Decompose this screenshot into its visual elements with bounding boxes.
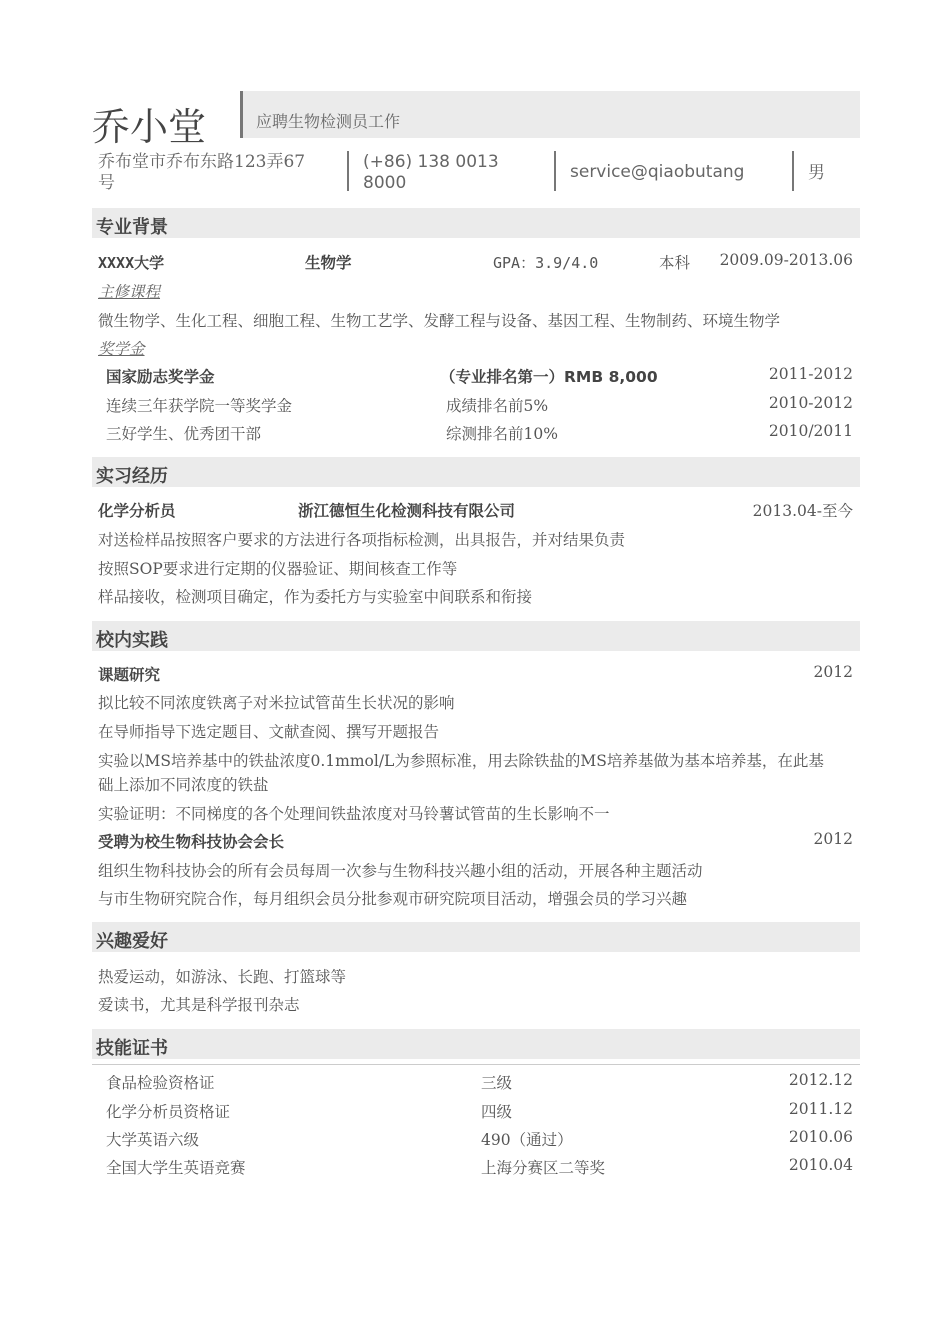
section-title-campus: 校内实践 xyxy=(96,630,168,651)
internship-item: 样品接收，检测项目确定，作为委托方与实验室中间联系和衔接 xyxy=(98,588,533,606)
internship-company: 浙江德恒生化检测科技有限公司 xyxy=(298,502,516,520)
scholarship-year: 2010/2011 xyxy=(768,422,853,440)
address-line-1: 乔布堂市乔布东路123弄67 xyxy=(98,152,306,172)
scholarship-year: 2011-2012 xyxy=(768,365,853,383)
skill-date: 2011.12 xyxy=(788,1100,853,1118)
internship-period: 2013.04-至今 xyxy=(752,502,853,520)
skill-name: 大学英语六级 xyxy=(106,1131,200,1149)
section-hobbies-band xyxy=(92,922,860,952)
section-title-skills: 技能证书 xyxy=(96,1038,168,1059)
phone-line-1: (+86) 138 0013 xyxy=(363,152,499,172)
scholarship-name: 三好学生、优秀团干部 xyxy=(106,425,262,443)
project-item: 在导师指导下选定题目、文献查阅、撰写开题报告 xyxy=(98,723,440,741)
skills-divider xyxy=(92,1064,860,1065)
job-objective: 应聘生物检测员工作 xyxy=(256,112,401,131)
internship-item: 按照SOP要求进行定期的仪器验证、期间核查工作等 xyxy=(98,560,458,578)
hobby-item: 热爱运动，如游泳、长跑、打篮球等 xyxy=(98,968,347,986)
skill-level: 上海分赛区二等奖 xyxy=(481,1159,606,1177)
project-item: 础上添加不同浓度的铁盐 xyxy=(98,776,269,794)
divider xyxy=(347,151,349,191)
major: 生物学 xyxy=(305,254,352,272)
section-campus-band xyxy=(92,621,860,651)
scholarship-detail: 综测排名前10% xyxy=(446,425,558,443)
address xyxy=(98,152,305,194)
scholarship-detail: （专业排名第一）RMB 8,000 xyxy=(440,368,658,386)
scholarship-label: 奖学金 xyxy=(98,340,145,358)
gpa: GPA：3.9/4.0 xyxy=(493,254,599,272)
skill-date: 2010.04 xyxy=(788,1156,853,1174)
skill-date: 2012.12 xyxy=(788,1071,853,1089)
courses: 微生物学、生化工程、细胞工程、生物工艺学、发酵工程与设备、基因工程、生物制药、环境生物学 xyxy=(98,312,781,330)
school: XXXX大学 xyxy=(98,254,165,272)
section-internship-band xyxy=(92,457,860,487)
scholarship-year: 2010-2012 xyxy=(768,394,853,412)
skill-level: 三级 xyxy=(481,1074,513,1092)
divider xyxy=(792,151,794,191)
project-title: 受聘为校生物科技协会会长 xyxy=(98,833,285,851)
project-item: 实验以MS培养基中的铁盐浓度0.1mmol/L为参照标准，用去除铁盐的MS培养基做为基本培养基，在此基 xyxy=(98,752,824,770)
internship-item: 对送检样品按照客户要求的方法进行各项指标检测，出具报告，并对结果负责 xyxy=(98,531,626,549)
section-title-internship: 实习经历 xyxy=(96,466,168,487)
project-title: 课题研究 xyxy=(98,666,161,684)
candidate-name: 乔小堂 xyxy=(92,105,207,149)
section-title-education: 专业背景 xyxy=(96,217,168,238)
degree: 本科 xyxy=(659,254,691,272)
section-skills-band xyxy=(92,1029,860,1059)
skill-name: 食品检验资格证 xyxy=(106,1074,215,1092)
skill-name: 全国大学生英语竞赛 xyxy=(106,1159,246,1177)
project-year: 2012 xyxy=(813,830,853,848)
hobby-item: 爱读书，尤其是科学报刊杂志 xyxy=(98,996,300,1014)
project-item: 拟比较不同浓度铁离子对米拉试管苗生长状况的影响 xyxy=(98,694,455,712)
scholarship-name: 连续三年获学院一等奖学金 xyxy=(106,397,293,415)
section-title-hobbies: 兴趣爱好 xyxy=(96,931,168,952)
scholarship-name: 国家励志奖学金 xyxy=(106,368,215,386)
phone-line-2: 8000 xyxy=(363,173,407,193)
address-line-2: 号 xyxy=(98,173,115,193)
skill-name: 化学分析员资格证 xyxy=(106,1103,231,1121)
skill-level: 四级 xyxy=(481,1103,513,1121)
skill-date: 2010.06 xyxy=(788,1128,853,1146)
project-item: 实验证明：不同梯度的各个处理间铁盐浓度对马铃薯试管苗的生长影响不一 xyxy=(98,805,610,823)
scholarship-detail: 成绩排名前5% xyxy=(446,397,549,415)
project-item: 组织生物科技协会的所有会员每周一次参与生物科技兴趣小组的活动，开展各种主题活动 xyxy=(98,862,703,880)
divider xyxy=(554,151,556,191)
education-period: 2009.09-2013.06 xyxy=(719,251,853,269)
gender: 男 xyxy=(808,163,825,183)
skill-level: 490（通过） xyxy=(481,1131,573,1149)
project-item: 与市生物研究院合作，每月组织会员分批参观市研究院项目活动，增强会员的学习兴趣 xyxy=(98,890,688,908)
section-education-band xyxy=(92,208,860,238)
phone xyxy=(363,152,499,194)
email: service@qiaobutang xyxy=(570,162,745,182)
project-year: 2012 xyxy=(813,663,853,681)
courses-label: 主修课程 xyxy=(98,283,161,301)
internship-role: 化学分析员 xyxy=(98,502,176,520)
